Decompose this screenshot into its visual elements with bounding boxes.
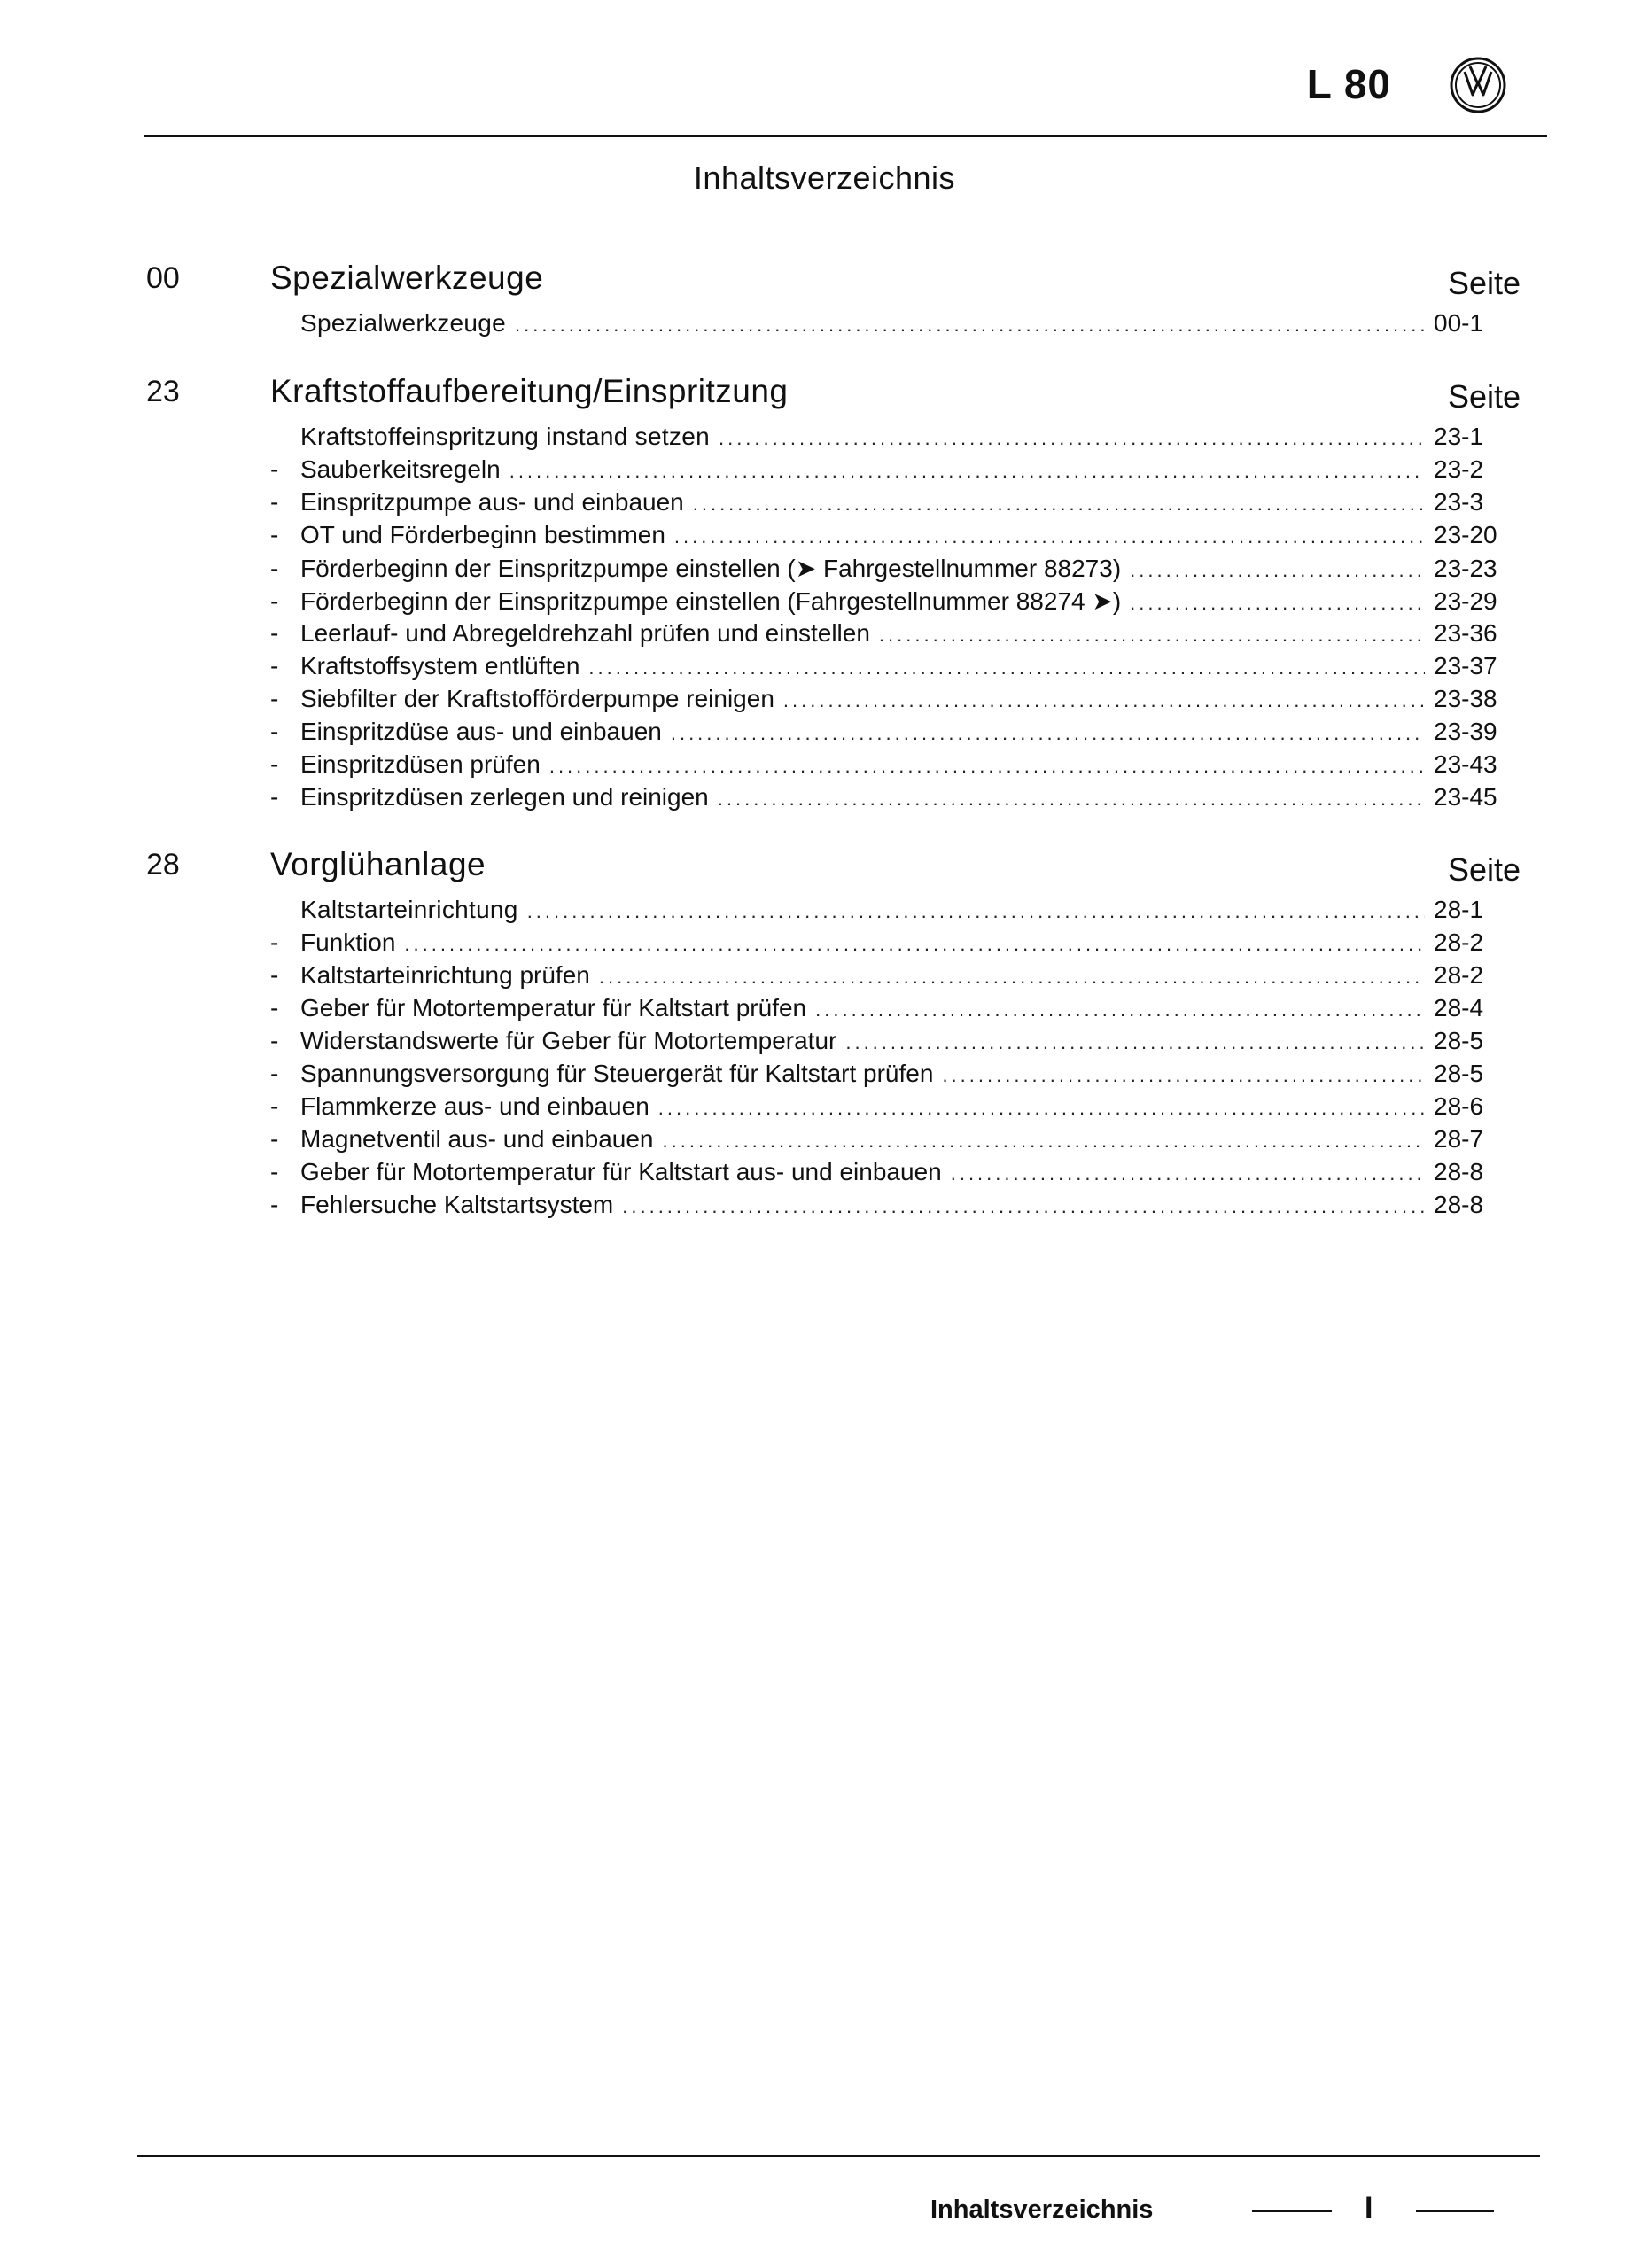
entry-page: 28-8 — [1434, 1158, 1484, 1185]
entry-label: Sauberkeitsregeln — [300, 455, 501, 483]
toc-entry[interactable] — [270, 685, 1496, 718]
footer-title: Inhaltsverzeichnis — [930, 2195, 1154, 2224]
entry-dash: - — [270, 1125, 279, 1153]
entry-label: Funktion — [300, 928, 396, 956]
entry-label: Siebfilter der Kraftstofförderpumpe reinigen — [300, 685, 774, 712]
toc-entry[interactable] — [270, 961, 1496, 994]
entry-label: Kaltstarteinrichtung prüfen — [300, 961, 590, 989]
leader-dots — [663, 1130, 1425, 1153]
entry-page: 23-43 — [1434, 750, 1497, 778]
entry-label: Kraftstoffsystem entlüften — [300, 652, 580, 680]
section-title: Kraftstoffaufbereitung/Einspritzung — [270, 373, 789, 409]
entry-page: 28-2 — [1434, 961, 1484, 989]
entry-label: Leerlauf- und Abregeldrehzahl prüfen und einstellen — [300, 619, 870, 647]
vw-logo-icon — [1449, 56, 1507, 114]
entry-page: 23-3 — [1434, 488, 1484, 516]
entry-label: Geber für Motortemperatur für Kaltstart aus- und einbauen — [300, 1158, 942, 1185]
leader-dots — [845, 1031, 1425, 1054]
footer-dash-right — [1416, 2210, 1494, 2212]
entry-page: 23-45 — [1434, 783, 1497, 811]
entry-label: Einspritzdüse aus- und einbauen — [300, 718, 662, 745]
toc-entry[interactable] — [270, 309, 1496, 342]
entry-page: 23-23 — [1434, 555, 1497, 582]
leader-dots — [718, 788, 1425, 811]
entry-label: Fehlersuche Kaltstartsystem — [300, 1191, 614, 1218]
leader-dots — [951, 1162, 1425, 1185]
entry-label: Einspritzpumpe aus- und einbauen — [300, 488, 684, 516]
entry-page: 23-36 — [1434, 619, 1497, 647]
entry-dash: - — [270, 1158, 279, 1185]
page-title: Inhaltsverzeichnis — [693, 159, 956, 196]
entry-list — [270, 896, 1496, 1223]
toc-entry[interactable] — [270, 586, 1496, 619]
leader-dots — [509, 460, 1425, 483]
leader-dots — [549, 755, 1425, 778]
entry-page: 23-20 — [1434, 521, 1497, 548]
leader-dots — [815, 998, 1425, 1021]
entry-label: Förderbeginn der Einspritzpumpe einstellen (➤ Fahrgestellnummer 88273) — [300, 555, 1122, 582]
entry-dash: - — [270, 750, 279, 778]
entry-label: Widerstandswerte für Geber für Motortemperatur — [300, 1027, 837, 1054]
leader-dots — [515, 314, 1425, 337]
entry-label: Spezialwerkzeuge — [300, 309, 507, 337]
seite-label: Seite — [1447, 265, 1521, 301]
seite-label: Seite — [1447, 378, 1521, 415]
entry-page: 23-29 — [1434, 587, 1497, 615]
entry-label: OT und Förderbeginn bestimmen — [300, 521, 665, 548]
footer-dash-left — [1252, 2210, 1332, 2212]
entry-page: 28-2 — [1434, 928, 1484, 956]
entry-dash: - — [270, 488, 279, 516]
entry-page: 28-7 — [1434, 1125, 1484, 1153]
entry-page: 28-8 — [1434, 1191, 1484, 1218]
entry-page: 28-6 — [1434, 1092, 1484, 1120]
section-number: 23 — [146, 375, 180, 408]
toc-entry[interactable] — [270, 783, 1496, 816]
document-code: L 80 — [1306, 61, 1391, 107]
entry-label: Spannungsversorgung für Steuergerät für Kaltstart prüfen — [300, 1060, 934, 1087]
leader-dots — [599, 966, 1425, 989]
entry-dash: - — [270, 521, 279, 548]
section-number: 28 — [146, 848, 180, 882]
toc-entry[interactable] — [270, 896, 1496, 928]
entry-dash: - — [270, 1092, 279, 1120]
section-title: Vorglühanlage — [270, 846, 486, 882]
toc-entry[interactable] — [270, 488, 1496, 521]
entry-page: 23-2 — [1434, 455, 1484, 483]
entry-page: 28-1 — [1434, 896, 1484, 923]
toc-entry[interactable] — [270, 619, 1496, 652]
entry-label: Einspritzdüsen prüfen — [300, 750, 541, 778]
leader-dots — [1130, 559, 1425, 582]
toc-entry[interactable] — [270, 554, 1496, 586]
entry-label: Einspritzdüsen zerlegen und reinigen — [300, 783, 709, 811]
seite-label: Seite — [1447, 851, 1521, 888]
leader-dots — [588, 656, 1425, 680]
toc-entry[interactable] — [270, 718, 1496, 750]
leader-dots — [674, 525, 1425, 548]
entry-dash: - — [270, 928, 279, 956]
entry-list — [270, 309, 1496, 342]
entry-dash: - — [270, 1027, 279, 1054]
toc-entry[interactable] — [270, 1158, 1496, 1191]
toc-entry[interactable] — [270, 1191, 1496, 1223]
leader-dots — [404, 933, 1425, 956]
footer-rule — [137, 2155, 1540, 2157]
toc-entry[interactable] — [270, 455, 1496, 488]
toc-entry[interactable] — [270, 1027, 1496, 1060]
entry-dash: - — [270, 961, 279, 989]
toc-entry[interactable] — [270, 750, 1496, 783]
entry-page: 00-1 — [1434, 309, 1484, 337]
toc-entry[interactable] — [270, 521, 1496, 554]
entry-dash: - — [270, 619, 279, 647]
entry-page: 28-4 — [1434, 994, 1484, 1021]
leader-dots — [942, 1064, 1425, 1087]
entry-dash: - — [270, 555, 279, 582]
entry-page: 23-1 — [1434, 423, 1484, 450]
entry-dash: - — [270, 718, 279, 745]
toc-entry[interactable] — [270, 1125, 1496, 1158]
entry-label: Flammkerze aus- und einbauen — [300, 1092, 649, 1120]
entry-label: Kaltstarteinrichtung — [300, 896, 518, 923]
entry-label: Kraftstoffeinspritzung instand setzen — [300, 423, 710, 450]
entry-dash: - — [270, 994, 279, 1021]
leader-dots — [719, 427, 1425, 450]
entry-dash: - — [270, 685, 279, 712]
toc-entry[interactable] — [270, 652, 1496, 685]
entry-list — [270, 423, 1496, 816]
entry-page: 28-5 — [1434, 1027, 1484, 1054]
entry-dash: - — [270, 1060, 279, 1087]
entry-dash: - — [270, 1191, 279, 1218]
entry-page: 23-39 — [1434, 718, 1497, 745]
header-rule — [144, 135, 1547, 137]
leader-dots — [879, 624, 1425, 647]
leader-dots — [527, 900, 1425, 923]
leader-dots — [671, 722, 1425, 745]
footer-page-number: I — [1365, 2191, 1373, 2225]
entry-label: Geber für Motortemperatur für Kaltstart prüfen — [300, 994, 807, 1021]
section-title: Spezialwerkzeuge — [270, 260, 544, 296]
entry-label: Förderbeginn der Einspritzpumpe einstellen (Fahrgestellnummer 88274 ➤) — [300, 587, 1122, 615]
toc-entry[interactable] — [270, 423, 1496, 455]
leader-dots — [658, 1097, 1425, 1120]
entry-dash: - — [270, 587, 279, 615]
leader-dots — [693, 493, 1425, 516]
entry-dash: - — [270, 783, 279, 811]
toc-entry[interactable] — [270, 994, 1496, 1027]
leader-dots — [1130, 592, 1425, 615]
entry-label: Magnetventil aus- und einbauen — [300, 1125, 654, 1153]
entry-page: 28-5 — [1434, 1060, 1484, 1087]
entry-dash: - — [270, 455, 279, 483]
toc-entry[interactable] — [270, 1060, 1496, 1092]
toc-entry[interactable] — [270, 928, 1496, 961]
toc-entry[interactable] — [270, 1092, 1496, 1125]
entry-dash: - — [270, 652, 279, 680]
entry-page: 23-37 — [1434, 652, 1497, 680]
section-number: 00 — [146, 261, 180, 295]
leader-dots — [783, 689, 1425, 712]
entry-page: 23-38 — [1434, 685, 1497, 712]
leader-dots — [622, 1195, 1425, 1218]
